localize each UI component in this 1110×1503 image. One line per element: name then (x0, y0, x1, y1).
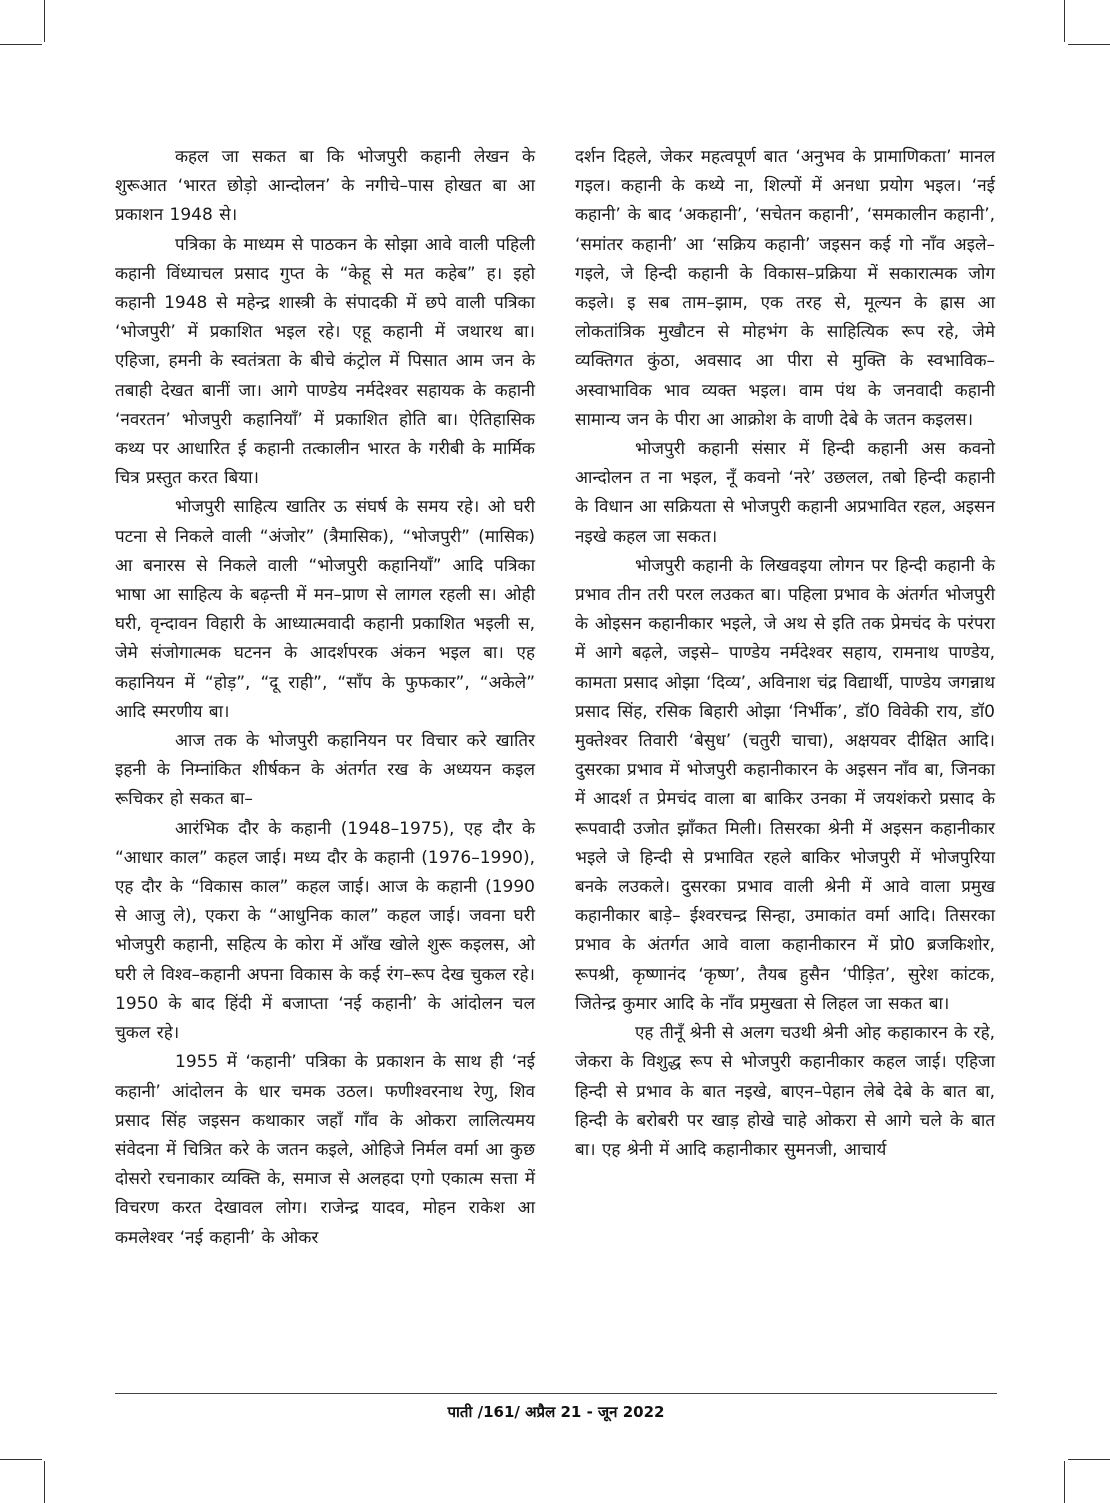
crop-mark (1068, 1459, 1110, 1460)
paragraph: भोजपुरी कहानी संसार में हिन्दी कहानी अस कवनो आन्दोलन त ना भइल, नूँ कवनो ‘नरे’ उछलल, तबो हिन्दी कहानी के विधान आ सक्रियता से भोजपुरी कहानी अप्रभावित रहल, अइसन नइखे कहल जा सकत। (575, 439, 995, 547)
crop-mark (1064, 0, 1065, 42)
left-column (115, 143, 535, 1253)
crop-mark (1068, 44, 1110, 45)
paragraph: आज तक के भोजपुरी कहानियन पर विचार करे खातिर इहनी के निम्नांकित शीर्षकन के अंतर्गत रख के अध्ययन कइल रूचिकर हो सकत बा– (115, 731, 535, 810)
paragraph: आरंभिक दौर के कहानी (1948–1975), एह दौर के “आधार काल” कहल जाई। मध्य दौर के कहानी (1976–1990), एह दौर के “विकास काल” कहल जाई। आज के कहानी (1990 से आजु ले), एकरा के “आधुनिक काल” कहल जाई। जवना घरी भोजपुरी कहानी, सहित्य के कोरा में आँख खोले शुरू कइलस, ओ घरी ले विश्व–कहानी अपना विकास के कई रंग–रूप देख चुकल रहे। 1950 के बाद हिंदी में बजाप्ता ‘नई कहानी’ के आंदोलन चल चुकल रहे। (115, 818, 535, 1044)
right-column (575, 143, 995, 1165)
paragraph: पत्रिका के माध्यम से पाठकन के सोझा आवे वाली पहिली कहानी विंध्याचल प्रसाद गुप्त के “केहू से मत कहेब” ह। इहो कहानी 1948 से महेन्द्र शास्त्री के संपादकी में छपे वाली पत्रिका ‘भोजपुरी’ में प्रकाशित भइल रहे। एहू कहानी में जथारथ बा। एहिजा, हमनी के स्वतंत्रता के बीचे कंट्रोल में पिसात आम जन के तबाही देखत बानीं जा। आगे पाण्डेय नर्मदेश्वर सहायक के कहानी ‘नवरतन’ भोजपुरी कहानियाँ’ में प्रकाशित होति बा। ऐतिहासिक कथ्य पर आधारित ई कहानी तत्कालीन भारत के गरीबी के मार्मिक चित्र प्रस्तुत करत बिया। (115, 234, 535, 489)
crop-mark (1064, 1461, 1065, 1503)
paragraph: कहल जा सकत बा कि भोजपुरी कहानी लेखन के शुरूआत ‘भारत छोड़ो आन्दोलन’ के नगीचे–पास होखत बा आ प्रकाशन 1948 से। (115, 147, 535, 226)
crop-mark (44, 1461, 45, 1503)
crop-mark (44, 0, 45, 42)
crop-mark (0, 44, 42, 45)
paragraph: दर्शन दिहले, जेकर महत्वपूर्ण बात ‘अनुभव के प्रामाणिकता’ मानल गइल। कहानी के कथ्ये ना, शिल्पों में अनधा प्रयोग भइल। ‘नई कहानी’ के बाद ‘अकहानी’, ‘सचेतन कहानी’, ‘समकालीन कहानी’, ‘समांतर कहानी’ आ ‘सक्रिय कहानी’ जइसन कई गो नाँव अइले–गइले, जे हिन्दी कहानी के विकास–प्रक्रिया में सकारात्मक जोग कइले। इ सब ताम–झाम, एक तरह से, मूल्यन के ह्रास आ लोकतांत्रिक मुखौटन से मोहभंग के साहित्यिक रूप रहे, जेमे व्यक्तिगत कुंठा, अवसाद आ पीरा से मुक्ति के स्वभाविक–अस्वाभाविक भाव व्यक्त भइल। वाम पंथ के जनवादी कहानी सामान्य जन के पीरा आ आक्रोश के वाणी देबे के जतन कइलस। (575, 147, 995, 430)
crop-mark (0, 1459, 42, 1460)
paragraph: 1955 में ‘कहानी’ पत्रिका के प्रकाशन के साथ ही ‘नई कहानी’ आंदोलन के धार चमक उठल। फणीश्वरनाथ रेणु, शिव प्रसाद सिंह जइसन कथाकार जहाँ गाँव के ओकरा लालित्यमय संवेदना में चित्रित करे के जतन कइले, ओहिजे निर्मल वर्मा आ कुछ दोसरो रचनाकार व्यक्ति के, समाज से अलहदा एगो एकात्म सत्ता में विचरण करत देखावल लोग। राजेन्द्र यादव, मोहन राकेश आ कमलेश्वर ‘नई कहानी’ के ओकर (115, 1052, 535, 1248)
paragraph: भोजपुरी कहानी के लिखवइया लोगन पर हिन्दी कहानी के प्रभाव तीन तरी परल लउकत बा। पहिला प्रभाव के अंतर्गत भोजपुरी के ओइसन कहानीकार भइले, जे अथ से इति तक प्रेमचंद के परंपरा में आगे बढ़ले, जइसे– पाण्डेय नर्मदेश्वर सहाय, रामनाथ पाण्डेय, कामता प्रसाद ओझा ‘दिव्य’, अविनाश चंद्र विद्यार्थी, पाण्डेय जगन्नाथ प्रसाद सिंह, रसिक बिहारी ओझा ‘निर्भीक’, डॉ0 विवेकी राय, डॉ0 मुक्तेश्वर तिवारी ‘बेसुध’ (चतुरी चाचा), अक्षयवर दीक्षित आदि। दुसरका प्रभाव में भोजपुरी कहानीकारन के अइसन नाँव बा, जिनका में आदर्श त प्रेमचंद वाला बा बाकिर उनका में जयशंकरो प्रसाद के रूपवादी उजोत झाँकत मिली। तिसरका श्रेनी में अइसन कहानीकार भइले जे हिन्दी से प्रभावित रहले बाकिर भोजपुरी में भोजपुरिया बनके लउकले। दुसरका प्रभाव वाली श्रेनी में आवे वाला प्रमुख कहानीकार बाड़े– ईश्वरचन्द्र सिन्हा, उमाकांत वर्मा आदि। तिसरका प्रभाव के अंतर्गत आवे वाला कहानीकारन में प्रो0 ब्रजकिशोर, रूपश्री, कृष्णानंद ‘कृष्ण’, तैयब हुसैन ‘पीड़ित’, सुरेश कांटक, जितेन्द्र कुमार आदि के नाँव प्रमुखता से लिहल जा सकत बा। (575, 555, 995, 1014)
paragraph: एह तीनूँ श्रेनी से अलग चउथी श्रेनी ओह कहाकारन के रहे, जेकरा के विशुद्ध रूप से भोजपुरी कहानीकार कहल जाई। एहिजा हिन्दी से प्रभाव के बात नइखे, बाएन–पेहान लेबे देबे के बात बा, हिन्दी के बरोबरी पर खाड़ होखे चाहे ओकरा से आगे चले के बात बा। एह श्रेनी में आदि कहानीकार सुमनजी, आचार्य (575, 1023, 995, 1160)
page-footer: पाती /161/ अप्रैल 21 - जून 2022 (447, 1403, 665, 1421)
footer-divider (115, 1393, 997, 1394)
paragraph: भोजपुरी साहित्य खातिर ऊ संघर्ष के समय रहे। ओ घरी पटना से निकले वाली “अंजोर” (त्रैमासिक), “भोजपुरी” (मासिक) आ बनारस से निकले वाली “भोजपुरी कहानियाँ” आदि पत्रिका भाषा आ साहित्य के बढ़न्ती में मन–प्राण से लागल रहली स। ओही घरी, वृन्दावन विहारी के आध्यात्मवादी कहानी प्रकाशित भइली स, जेमे संजोगात्मक घटनन के आदर्शपरक अंकन भइल बा। एह कहानियन में “होड़”, “दू राही”, “साँप के फुफकार”, “अकेले” आदि स्मरणीय बा। (115, 497, 535, 722)
